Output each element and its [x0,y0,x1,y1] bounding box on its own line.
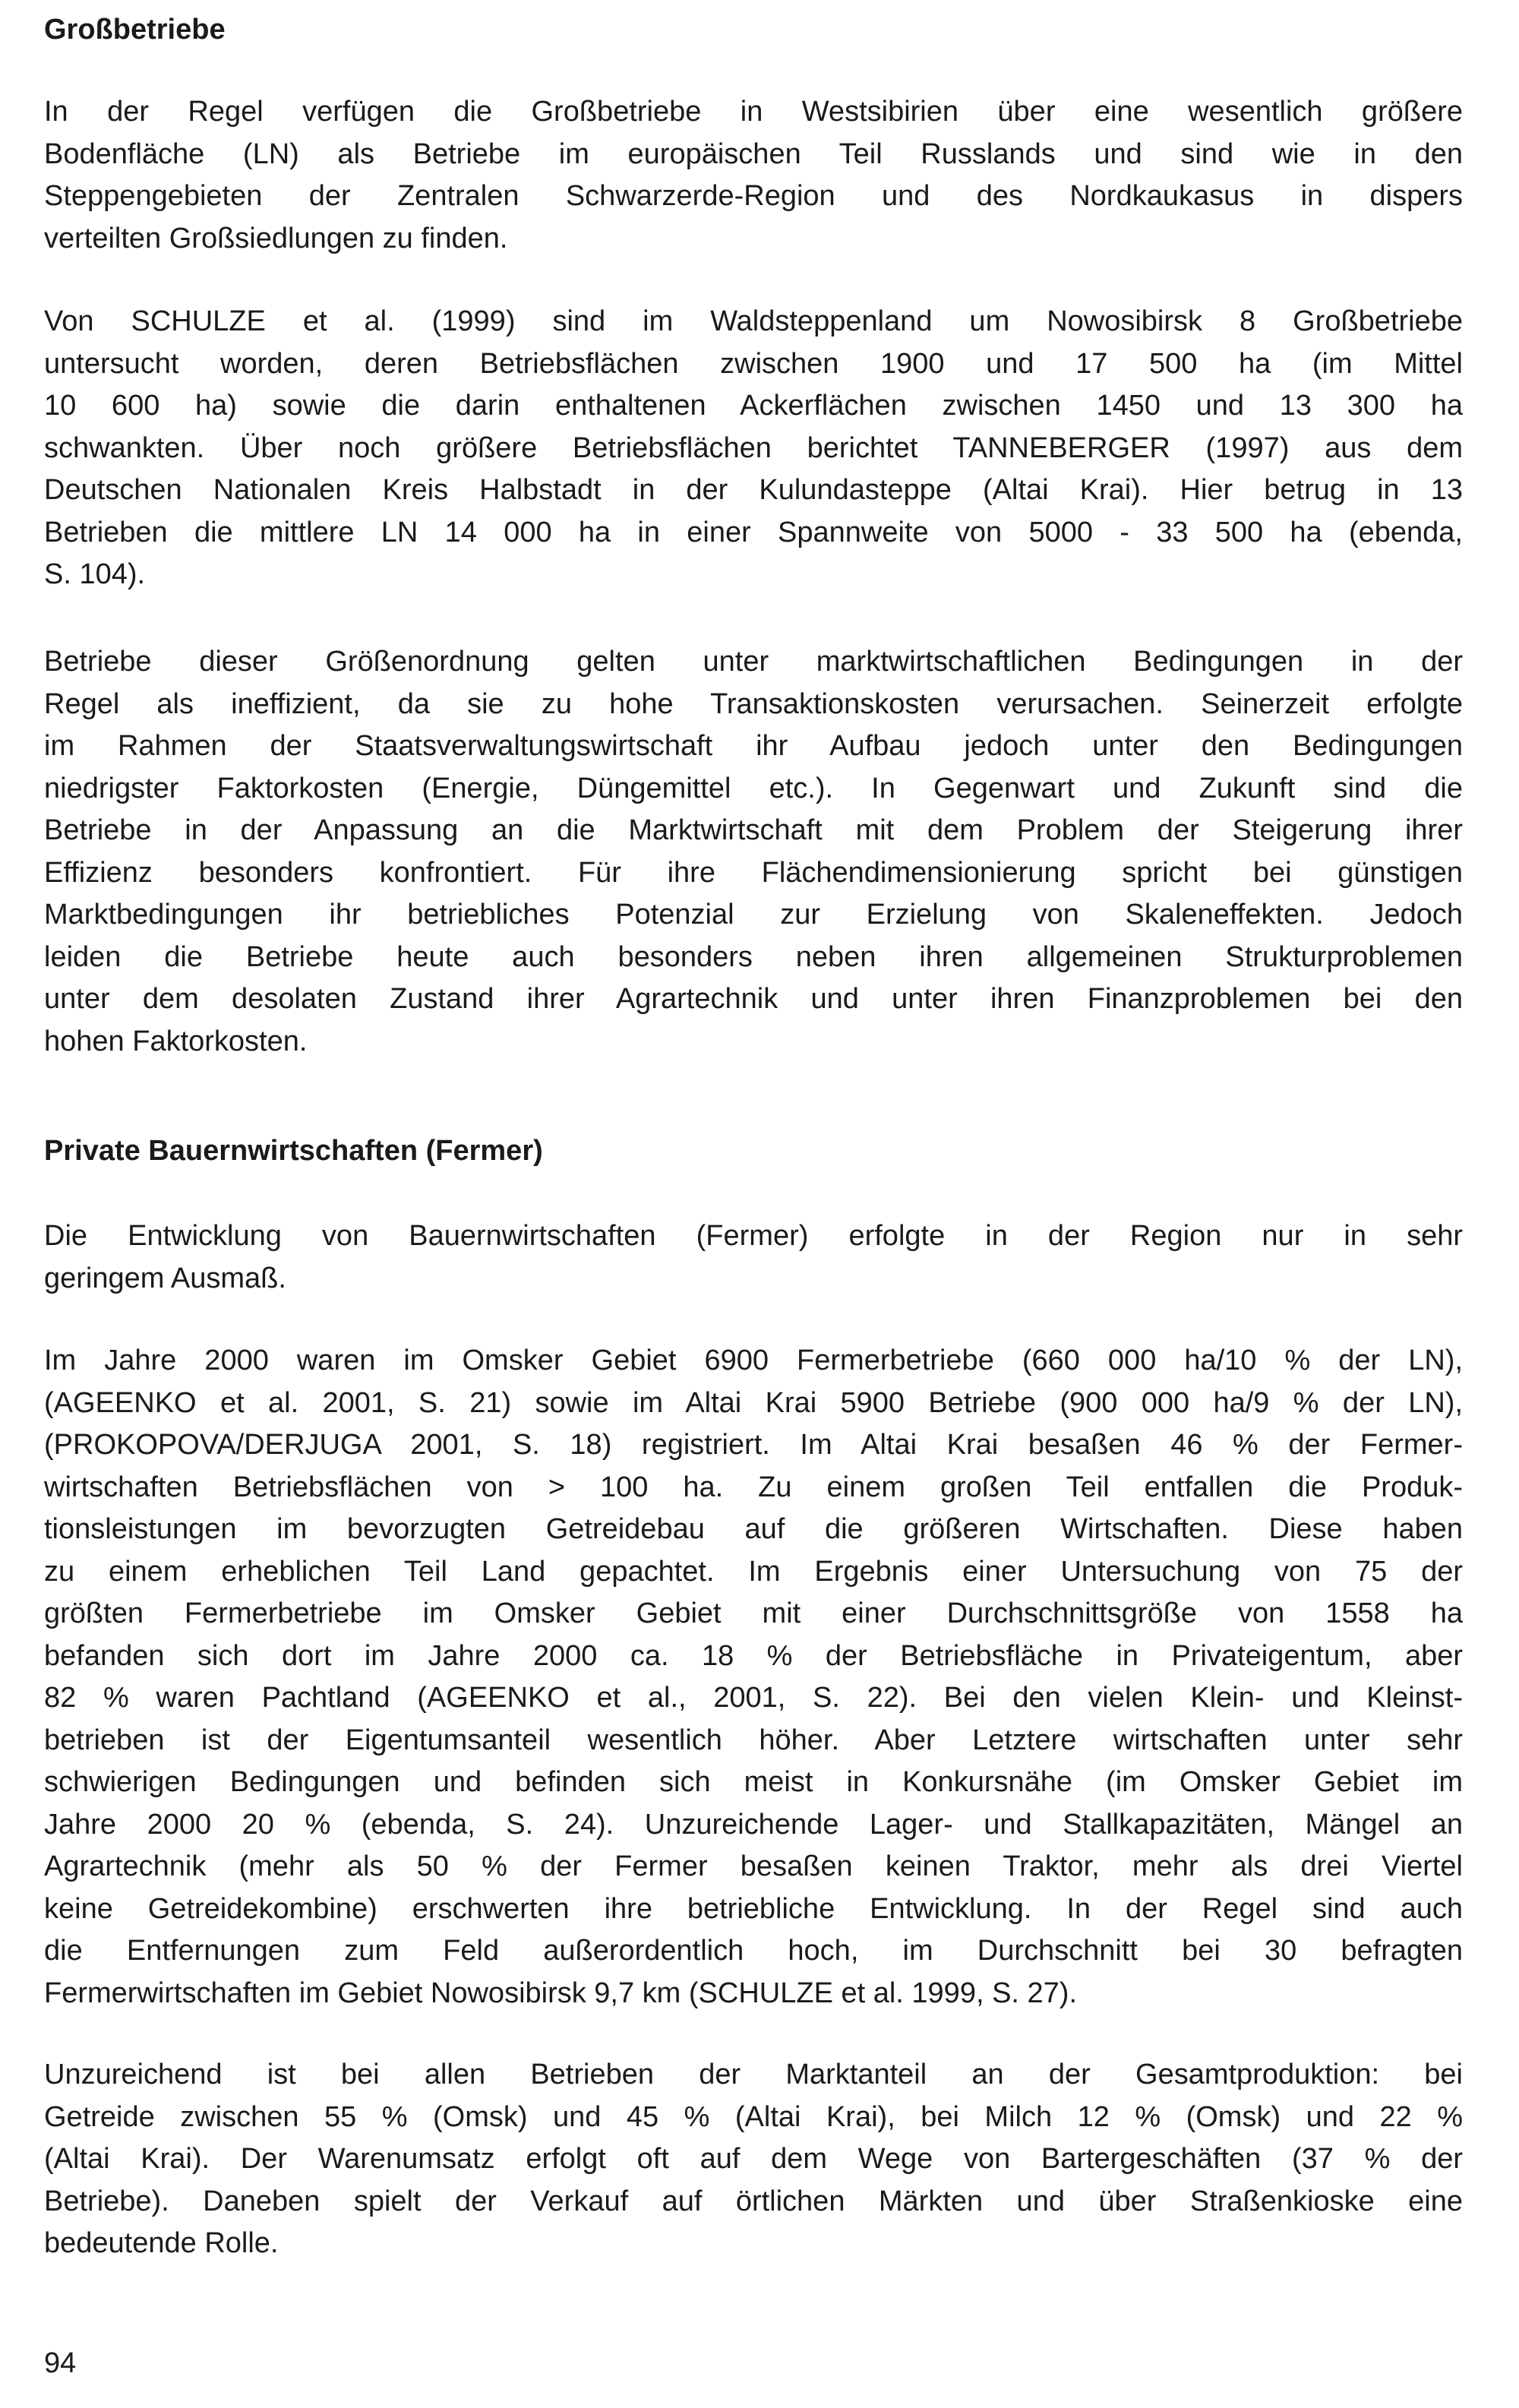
text-line: Steppengebieten der Zentralen Schwarzerde-Region und des Nordkaukasus in dispers [44,180,1463,212]
text-line: schwankten. Über noch größere Betriebsflächen berichtet TANNEBERGER (1997) aus dem [44,431,1463,464]
text-line: Betriebe dieser Größenordnung gelten unter marktwirtschaftlichen Bedingungen in der [44,646,1463,678]
paragraph [44,1215,1463,1300]
text-line: im Rahmen der Staatsverwaltungswirtschaft ihr Aufbau jedoch unter den Bedingungen [44,730,1463,762]
text-line: (Altai Krai). Der Warenumsatz erfolgt oft auf dem Wege von Bartergeschäften (37 % der [44,2143,1463,2175]
paragraph [44,2054,1463,2265]
text-line: Regel als ineffizient, da sie zu hohe Transaktionskosten verursachen. Seinerzeit erfolgte [44,687,1463,720]
text-line: wirtschaften Betriebsflächen von > 100 ha. Zu einem großen Teil entfallen die Produk- [44,1471,1463,1503]
text-line: 10 600 ha) sowie die darin enthaltenen Ackerflächen zwischen 1450 und 13 300 ha [44,390,1463,422]
text-line: untersucht worden, deren Betriebsflächen zwischen 1900 und 17 500 ha (im Mittel [44,347,1463,380]
text-line: Betriebe in der Anpassung an die Marktwirtschaft mit dem Problem der Steigerung ihrer [44,814,1463,846]
text-line: verteilten Großsiedlungen zu finden. [44,222,508,254]
text-line: tionsleistungen im bevorzugten Getreidebau auf die größeren Wirtschaften. Diese haben [44,1513,1463,1545]
text-line: befanden sich dort im Jahre 2000 ca. 18 % der Betriebsfläche in Privateigentum, aber [44,1639,1463,1672]
text-line: leiden die Betriebe heute auch besonders neben ihren allgemeinen Strukturproblemen [44,940,1463,973]
text-line: Fermerwirtschaften im Gebiet Nowosibirsk 9,7 km (SCHULZE et al. 1999, S. 27). [44,1977,1078,2009]
text-line: Betriebe). Daneben spielt der Verkauf auf örtlichen Märkten und über Straßenkioske eine [44,2185,1463,2217]
text-line: (PROKOPOVA/DERJUGA 2001, S. 18) registriert. Im Altai Krai besaßen 46 % der Fermer- [44,1429,1463,1461]
text-line: geringem Ausmaß. [44,1262,286,1294]
text-line: zu einem erheblichen Teil Land gepachtet. Im Ergebnis einer Untersuchung von 75 der [44,1555,1463,1588]
text-line: 82 % waren Pachtland (AGEENKO et al., 2001, S. 22). Bei den vielen Klein- und Kleinst- [44,1682,1463,1714]
section-heading-grossbetriebe: Großbetriebe [44,14,226,46]
text-line: S. 104). [44,558,146,590]
text-line: (AGEENKO et al. 2001, S. 21) sowie im Altai Krai 5900 Betriebe (900 000 ha/9 % der LN), [44,1386,1463,1419]
text-line: Getreide zwischen 55 % (Omsk) und 45 % (Altai Krai), bei Milch 12 % (Omsk) und 22 % [44,2100,1463,2133]
text-line: schwierigen Bedingungen und befinden sich meist in Konkursnähe (im Omsker Gebiet im [44,1766,1463,1798]
text-line: hohen Faktorkosten. [44,1025,308,1057]
text-line: In der Regel verfügen die Großbetriebe in Westsibirien über eine wesentlich größere [44,96,1463,128]
text-line: Von SCHULZE et al. (1999) sind im Waldsteppenland um Nowosibirsk 8 Großbetriebe [44,305,1463,337]
text-line: Bodenfläche (LN) als Betriebe im europäischen Teil Russlands und sind wie in den [44,137,1463,170]
text-line: Marktbedingungen ihr betriebliches Potenzial zur Erzielung von Skaleneffekten. Jedoch [44,899,1463,931]
section-heading-private-bauernwirtschaften: Private Bauernwirtschaften (Fermer) [44,1135,543,1167]
text-line: Deutschen Nationalen Kreis Halbstadt in der Kulundasteppe (Altai Krai). Hier betrug in 13 [44,474,1463,506]
paragraph [44,1340,1463,2015]
text-line: Unzureichend ist bei allen Betrieben der Marktanteil an der Gesamtproduktion: bei [44,2059,1463,2090]
text-line: Im Jahre 2000 waren im Omsker Gebiet 6900 Fermerbetriebe (660 000 ha/10 % der LN), [44,1345,1463,1376]
text-line: Jahre 2000 20 % (ebenda, S. 24). Unzureichende Lager- und Stallkapazitäten, Mängel an [44,1808,1463,1841]
page-number: 94 [44,2347,77,2379]
text-line: die Entfernungen zum Feld außerordentlich hoch, im Durchschnitt bei 30 befragten [44,1935,1463,1967]
text-line: Die Entwicklung von Bauernwirtschaften (Fermer) erfolgte in der Region nur in sehr [44,1220,1463,1252]
paragraph [44,301,1463,596]
text-line: keine Getreidekombine) erschwerten ihre betriebliche Entwicklung. In der Regel sind auch [44,1892,1463,1925]
text-line: Agrartechnik (mehr als 50 % der Fermer besaßen keinen Traktor, mehr als drei Viertel [44,1850,1463,1882]
text-line: niedrigster Faktorkosten (Energie, Düngemittel etc.). In Gegenwart und Zukunft sind die [44,772,1463,804]
paragraph [44,91,1463,260]
text-line: Betrieben die mittlere LN 14 000 ha in einer Spannweite von 5000 - 33 500 ha (ebenda, [44,516,1463,548]
text-line: bedeutende Rolle. [44,2227,279,2259]
text-line: Effizienz besonders konfrontiert. Für ihre Flächendimensionierung spricht bei günstigen [44,856,1463,889]
paragraph [44,641,1463,1063]
text-line: größten Fermerbetriebe im Omsker Gebiet mit einer Durchschnittsgröße von 1558 ha [44,1597,1463,1629]
text-line: betrieben ist der Eigentumsanteil wesentlich höher. Aber Letztere wirtschaften unter sehr [44,1724,1463,1756]
text-line: unter dem desolaten Zustand ihrer Agrartechnik und unter ihren Finanzproblemen bei den [44,983,1463,1015]
